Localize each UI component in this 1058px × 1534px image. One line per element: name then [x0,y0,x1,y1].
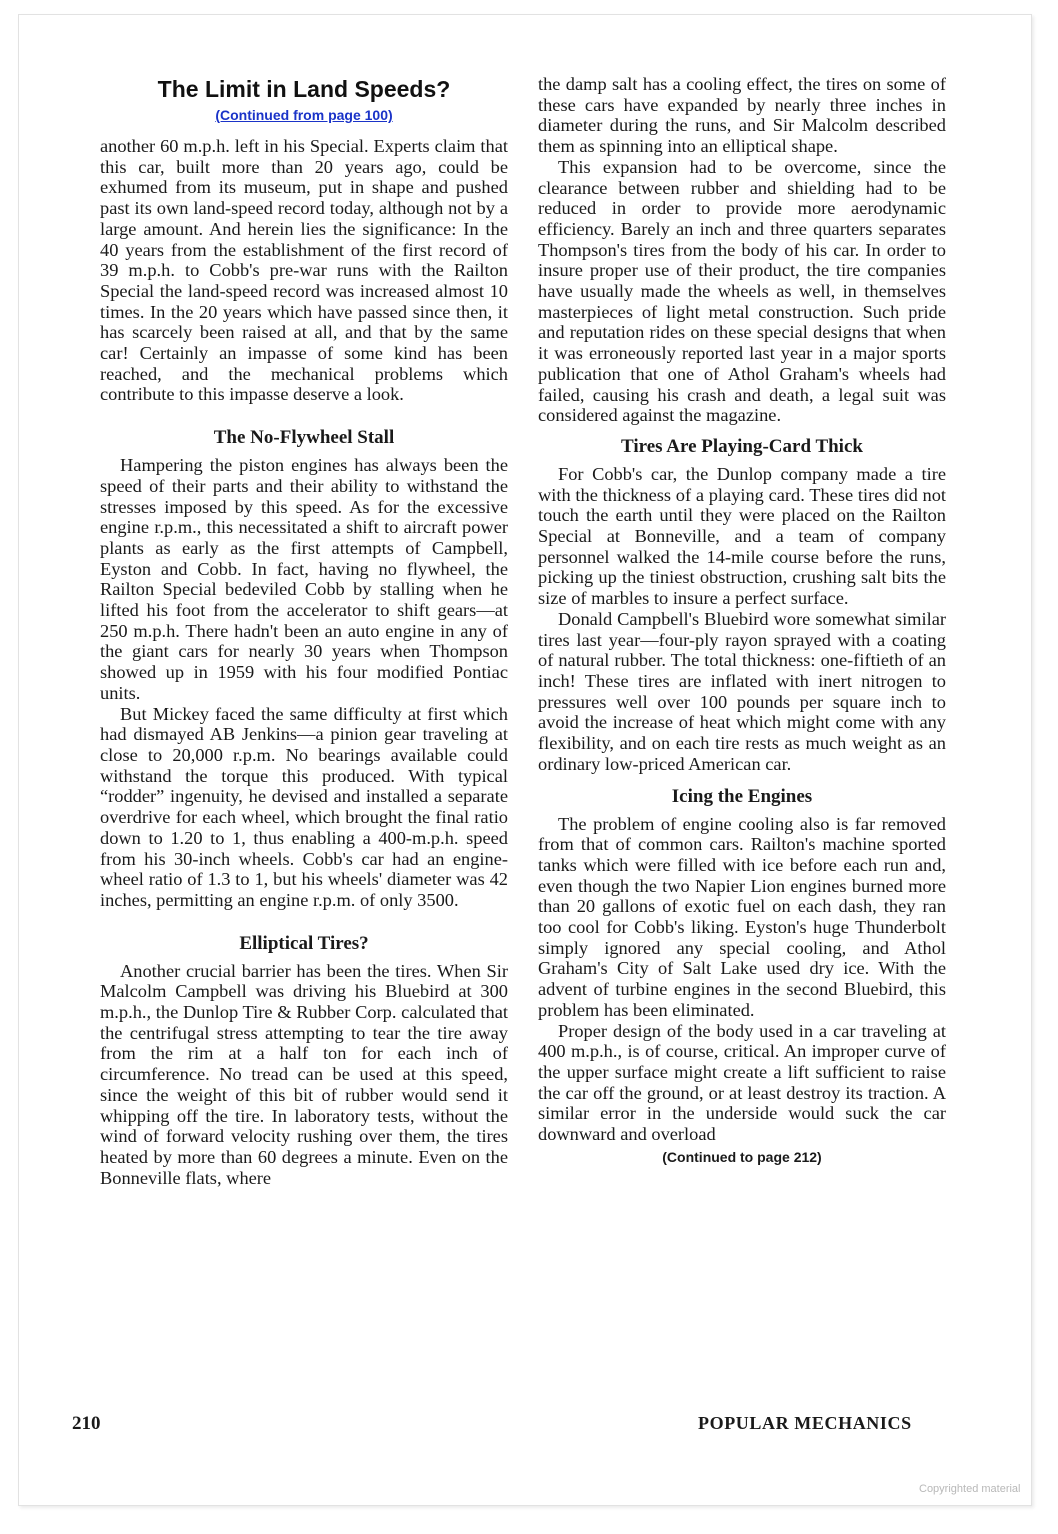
continued-to-note: (Continued to page 212) [662,1148,822,1165]
subhead-no-flywheel-stall: The No-Flywheel Stall [213,427,395,449]
left-intro-paragraph: another 60 m.p.h. left in his Special. Experts claim that this car, built more than 20 years ago, could be exhumed from its museum, put in shape and pushed past its own land-speed record today, although not by a large amount. And herein lies the significance: In the 40 years from the establishment of the first record of 39 m.p.h. to Cobb's pre-war runs with the Railton Special the land-speed record was increased almost 10 times. In the 20 years which have passed since then, it has scarcely been raised at all, and that by the same car! Certainly an impasse of some kind has been reached, and the mechanical problems which contribute to this impasse deserve a look. [100,136,508,405]
page-number: 210 [72,1413,101,1434]
paragraph-engine-cooling: The problem of engine cooling also is far removed from that of common cars. Railton's machine sported tanks which were filled with ice before each run and, even though the two Napier Lion engines burned more than 20 gallons of exotic fuel on each dash, they ran too cool for Cobb's liking. Eyston's huge Thunderbolt simply ignored any special cooling, and Athol Graham's City of Salt Lake used dry ice. With the advent of turbine engines in the second Bluebird, this problem has been eliminated. [538,813,946,1020]
paragraph-body-design: Proper design of the body used in a car traveling at 400 m.p.h., is of course, critical. An improper curve of the upper surface might create a lift sufficient to raise the car off the ground, or at least destroy its traction. A similar error in the underside would suck the car downward and overload [538,1020,946,1145]
left-column [100,72,508,1188]
article-title: The Limit in Land Speeds? [157,76,451,102]
paragraph-tire-barrier: Another crucial barrier has been the tires. When Sir Malcolm Campbell was driving his Bluebird at 300 m.p.h., the Dunlop Tire & Rubber Corp. calculated that the centrifugal stress attempting to tear the tire away from the rim at a half ton for each inch of circumference. No tread can be used at this speed, since the weight of this bit of rubber would send it whipping off the tire. In laboratory tests, without the wind of forward velocity rushing over them, the tires heated by more than 60 degrees a minute. Even on the Bonneville flats, where [100,960,508,1188]
right-column [538,74,946,1167]
subhead-playing-card-thick: Tires Are Playing-Card Thick [621,435,863,457]
paragraph-piston-engines: Hampering the piston engines has always been the speed of their parts and their ability to withstand the stresses imposed by this speed. As for the excessive engine r.p.m., this necessitated a shift to aircraft power plants as early as the first attempts of Campbell, Eyston and Cobb. In fact, having no flywheel, the Railton Special bedeviled Cobb by stalling when he lifted his foot from the accelerator to shift gears—at 250 m.p.h. There hadn't been an auto engine in any of the giant cars for nearly 30 years when Thompson showed up in 1959 with his four modified Pontiac units. [100,455,508,703]
paragraph-bluebird-tires: Donald Campbell's Bluebird wore somewhat similar tires last year—four-ply rayon sprayed with a coating of natural rubber. The total thickness: one-fiftieth of an inch! These tires are inflated with inert nitrogen to pressures well over 100 pounds per square inch to avoid the increase of heat which might come with any flexibility, and on each tire rests as much weight as an ordinary low-priced American car. [538,608,946,774]
magazine-name: POPULAR MECHANICS [698,1413,912,1433]
paragraph-expansion: This expansion had to be overcome, since the clearance between rubber and shielding had to be reduced in order to provide more aerodynamic efficiency. Barely an inch and three quarters separates Thompson's tires from the body of his car. In order to insure proper use of their product, the tire companies have usually made the wheels as well, in themselves masterpieces of light metal construction. Such pride and reputation rides on these special designs that when it was erroneously reported last year in a major sports publication that one of Athol Graham's wheels had failed, causing his crash and death, a legal suit was considered against the magazine. [538,156,946,426]
paragraph-dunlop-tire: For Cobb's car, the Dunlop company made a tire with the thickness of a playing card. These tires did not touch the earth until they were placed on the Railton Special at Bonneville, and a team of company personnel walked the 14-mile course before the runs, picking up the tiniest obstruction, crushing salt bits the size of marbles to insure a perfect surface. [538,463,946,609]
subhead-icing-engines: Icing the Engines [671,785,813,807]
subhead-elliptical-tires: Elliptical Tires? [239,932,369,954]
copyright-watermark: Copyrighted material [919,1483,1021,1495]
right-intro-paragraph: the damp salt has a cooling effect, the tires on some of these cars have expanded by nearly three inches in diameter during the runs, and Sir Malcolm described them as spinning into an elliptical shape. [538,74,946,157]
continued-from-link[interactable]: (Continued from page 100) [215,107,393,123]
paragraph-pinion-gear: But Mickey faced the same difficulty at first which had dismayed AB Jenkins—a pinion gear traveling at close to 20,000 r.p.m. No bearings available could withstand the torque this produced. With typical “rodder” ingenuity, he devised and installed a separate overdrive for each wheel, which brought the final ratio down to 1.20 to 1, thus enabling a 400-m.p.h. speed from his 30-inch wheels. Cobb's car had an engine-wheel ratio of 1.3 to 1, but his wheels' diameter was 42 inches, permitting an engine r.p.m. of only 3500. [100,703,508,910]
